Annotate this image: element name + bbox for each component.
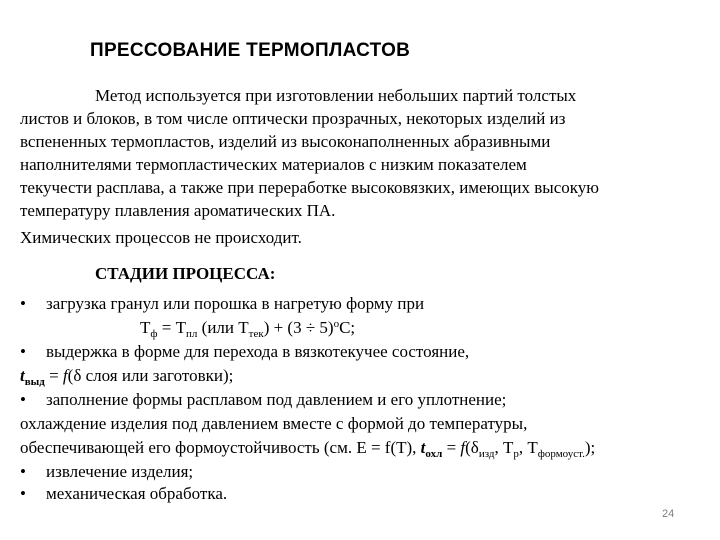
stage-text: заполнение формы расплавом под давлением и его уплотнение; bbox=[46, 390, 507, 409]
bullet-icon: • bbox=[20, 294, 26, 313]
bullet-icon: • bbox=[20, 342, 26, 361]
stage-item-holding bbox=[20, 340, 469, 364]
intro-line-6: температуру плавления ароматических ПА. bbox=[20, 201, 336, 220]
intro-line-4: наполнителями термопластических материалов с низким показателем bbox=[20, 155, 527, 174]
cooling-line-1: охлаждение изделия под давлением вместе с формой до температуры, bbox=[20, 414, 528, 433]
formula-mold-temperature: $Т_ф = Т_{пл}$ (или $Т_{тек}) + (3 \div 5)^оС$; bbox=[140, 318, 356, 340]
intro-line-2: листов и блоков, в том числе оптически прозрачных, некоторых изделий из bbox=[20, 109, 566, 128]
stage-item-machining bbox=[20, 482, 227, 506]
page-number: 24 bbox=[662, 508, 675, 520]
formula-holding-time: $t_{выд} = f(\delta$ слоя или заготовки); bbox=[20, 366, 234, 388]
stages-title: СТАДИИ ПРОЦЕССА: bbox=[95, 264, 276, 283]
bullet-icon: • bbox=[20, 484, 26, 503]
bullet-icon: • bbox=[20, 390, 26, 409]
stage-item-loading bbox=[20, 292, 424, 316]
stage-text: выдержка в форме для перехода в вязкотекучее состояние, bbox=[46, 342, 470, 361]
stage-text: загрузка гранул или порошка в нагретую форму при bbox=[46, 294, 425, 313]
stage-text: механическая обработка. bbox=[46, 484, 228, 503]
intro-line-3: вспененных термопластов, изделий из высоконаполненных абразивными bbox=[20, 132, 551, 151]
intro-line-5: текучести расплава, а также при переработке высоковязких, имеющих высокую bbox=[20, 178, 599, 197]
stage-text: извлечение изделия; bbox=[46, 462, 194, 481]
cooling-line-2: обеспечивающей его формоустойчивость (см. Е = f(Т), $t_{охл} = f(\delta_{изд}$, $Т_р$, $Т_{формоуст.}$); bbox=[20, 438, 596, 460]
intro-line-1: Метод используется при изготовлении небольших партий толстых bbox=[95, 86, 577, 105]
slide-title: ПРЕССОВАНИЕ ТЕРМОПЛАСТОВ bbox=[90, 40, 411, 61]
bullet-icon: • bbox=[20, 462, 26, 481]
stage-item-filling bbox=[20, 388, 506, 412]
no-chemical-processes: Химических процессов не происходит. bbox=[20, 228, 302, 247]
stage-item-extraction bbox=[20, 460, 193, 484]
